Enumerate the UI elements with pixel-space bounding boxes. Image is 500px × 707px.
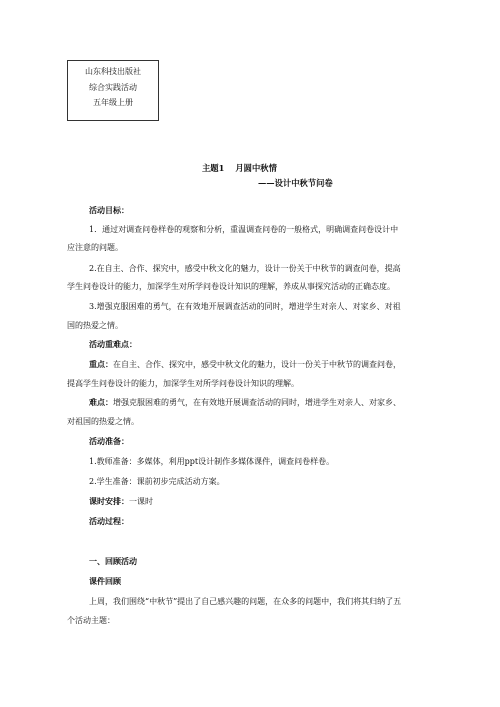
objective-2-line-2: 学生问卷设计的能力，加深学生对所学问卷设计知识的理解，养成从事探究活动的正确态度。 (67, 282, 395, 291)
preparation-teacher: 1.教师准备：多媒体，利用ppt设计制作多媒体课件，调查问卷样卷。 (89, 457, 335, 466)
grade-volume: 五年级上册 (93, 98, 133, 107)
theme-name: 月圆中秋情 (235, 163, 277, 173)
section-1-paragraph-line-2: 个活动主题： (67, 616, 115, 625)
objective-1-line-1: 1．通过对调查问卷样卷的观察和分析，重温调查问卷的一般格式，明确调查问卷设计中 (89, 225, 399, 234)
lesson-subtitle: ——设计中秋节问卷 (258, 178, 333, 188)
key-point-line-1 (89, 359, 401, 370)
preparation-heading: 活动准备： (89, 436, 129, 446)
key-points-heading: 活动重难点： (89, 339, 137, 349)
section-1-paragraph-line-1: 上周，我们围绕“中秋节”提出了自己感兴趣的问题，在众多的问题中，我们将其归纳了五 (89, 597, 402, 606)
difficult-point-label: 难点： (89, 397, 113, 407)
key-point-line-2: 提高学生问卷设计的能力，加深学生对所学问卷设计知识的理解。 (67, 379, 299, 388)
objective-3-line-2: 国的热爱之情。 (67, 321, 123, 330)
section-1-subheading: 课件回顾 (89, 576, 121, 586)
difficult-point-line-2: 对祖国的热爱之情。 (67, 417, 139, 426)
objective-1-line-2: 应注意的问题。 (67, 243, 123, 252)
course-name: 综合实践活动 (89, 82, 137, 92)
theme-number: 主题1 (202, 163, 225, 173)
difficult-point-text: 增强克服困难的勇气，在有效地开展调查活动的同时，增进学生对亲人、对家乡、 (113, 398, 401, 407)
objectives-heading: 活动目标： (89, 205, 129, 215)
lesson-title (202, 162, 277, 174)
objective-3-line-1: 3.增强克服困难的勇气，在有效地开展调查活动的同时，增进学生对亲人、对家乡、对祖 (89, 302, 401, 311)
schedule-line (89, 496, 153, 507)
key-point-text: 在自主、合作、探究中，感受中秋文化的魅力，设计一份关于中秋节的调查问卷， (113, 360, 401, 369)
schedule-value: 一课时 (129, 497, 153, 506)
key-point-label: 重点： (89, 359, 113, 369)
schedule-label: 课时安排： (89, 496, 129, 506)
preparation-student: 2.学生准备：课前初步完成活动方案。 (89, 477, 225, 486)
objective-2-line-1: 2.在自主、合作、探究中，感受中秋文化的魅力，设计一份关于中秋节的调查问卷，提高 (89, 264, 401, 273)
difficult-point-line-1 (89, 397, 401, 408)
process-heading: 活动过程： (89, 516, 129, 526)
publisher-name: 山东科技出版社 (85, 67, 141, 76)
section-1-heading: 一、回顾活动 (89, 556, 137, 566)
publisher-box (67, 60, 159, 121)
